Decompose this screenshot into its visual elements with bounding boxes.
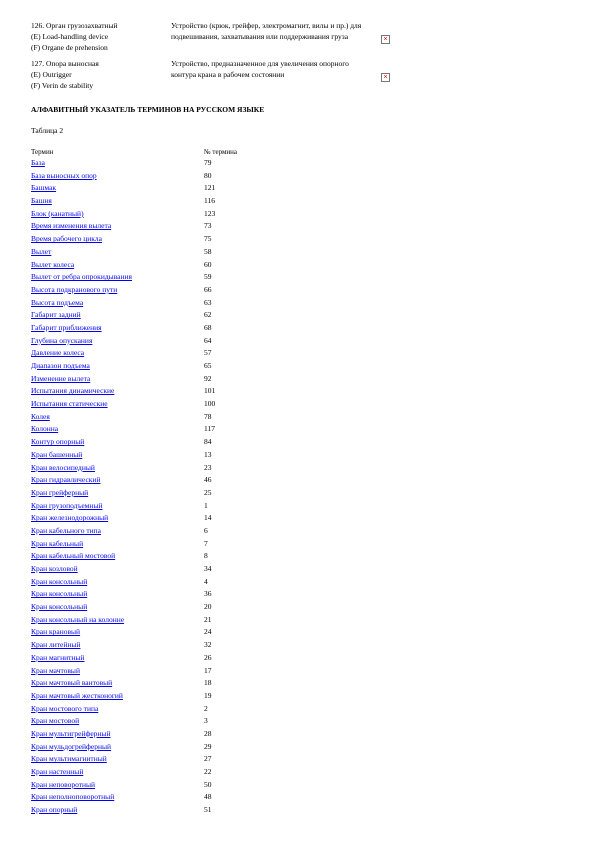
table-row [31,271,331,284]
table-row [31,614,331,627]
term-number: 24 [204,627,212,637]
term-link[interactable]: Кран неполноповоротный [31,792,115,802]
table-row [31,500,331,513]
term-link[interactable]: Высота подкранового пути [31,284,118,294]
table-row [31,766,331,779]
term-link[interactable]: Вылет [31,246,52,256]
term-number: 100 [204,399,216,409]
term-number: 4 [204,576,208,586]
table-row [31,487,331,500]
table-row [31,665,331,678]
term-number: 22 [204,767,212,776]
term-number: 73 [204,221,212,231]
term-link[interactable]: Кран мультимагнитный [31,754,107,764]
table-row [31,309,331,322]
table-row [31,423,331,436]
term-number: 2 [204,703,208,713]
table-row [31,677,331,690]
term-number: 101 [204,386,216,396]
table-row [31,347,331,360]
term-number: 75 [204,234,212,244]
term-number: 46 [204,475,212,485]
term-number: 3 [204,716,208,726]
term-number: 117 [204,424,215,434]
term-number: 19 [204,690,212,700]
term-number: 26 [204,652,212,662]
table-row [31,639,331,652]
term-link[interactable]: Колонна [31,424,59,434]
term-english: (E) Load-handling device [31,32,109,41]
term-link[interactable]: Кран грейферный [31,487,89,497]
term-number: 1 [204,500,208,510]
term-number: 29 [204,741,212,751]
table-row [31,550,331,563]
term-link[interactable]: Кран консольный [31,589,88,599]
table-row [31,195,331,208]
term-link[interactable]: Кран гидравлический [31,475,101,485]
term-link[interactable]: Блок (канатный) [31,208,84,218]
term-number: 20 [204,602,212,612]
term-number: 17 [204,665,212,675]
table-row [31,588,331,601]
term-definition: Устройство, предназначенное для увеличения опорного контура крана в рабочем состоянии [171,59,349,79]
table-row [31,360,331,373]
term-number: 7 [204,538,208,548]
term-link[interactable]: Кран опорный [31,805,78,815]
table-row [31,652,331,665]
term-link[interactable]: Кран грузоподъемный [31,500,103,510]
broken-image-icon: × [381,35,390,44]
term-french: (F) Organe de prehension [31,43,108,52]
table-row [31,601,331,614]
term-link[interactable]: Время изменения вылета [31,221,112,231]
term-title: 126. Орган грузозахватный [31,21,118,30]
term-entry-names [31,20,166,53]
term-number: 68 [204,322,212,332]
term-number: 60 [204,259,212,269]
term-link[interactable]: Кран кабельный [31,538,84,548]
table-row [31,779,331,792]
table-row [31,703,331,716]
term-link[interactable]: Глубина опускания [31,335,93,345]
broken-image-icon: × [381,73,390,82]
term-french: (F) Verin de stability [31,81,94,90]
term-number: 57 [204,348,212,358]
table-row [31,220,331,233]
term-link[interactable]: Кран мачтовый [31,665,80,675]
term-link[interactable]: Контур опорный [31,437,85,447]
term-number: 123 [204,208,216,218]
term-link[interactable]: Кран кабельного типа [31,525,101,535]
term-english: (E) Outrigger [31,70,72,79]
term-number: 92 [204,373,212,383]
term-link[interactable]: Кран мостового типа [31,703,99,713]
term-number: 63 [204,297,212,307]
term-entry-names [31,58,166,91]
term-number: 34 [204,564,212,573]
table-row [31,335,331,348]
table-row [31,804,331,817]
term-link[interactable]: Кран консольный [31,602,88,612]
table-row [31,538,331,551]
term-number: 21 [204,614,212,624]
table-row [31,182,331,195]
table-caption: Таблица 2 [31,126,64,135]
term-number: 51 [204,805,212,815]
table-row [31,398,331,411]
table-row [31,411,331,424]
term-link[interactable]: Кран башенный [31,449,83,459]
term-link[interactable]: Кран велосипедный [31,462,95,472]
term-link[interactable]: Кран мультигрейферный [31,728,111,738]
term-number: 48 [204,792,212,802]
term-number: 27 [204,754,212,764]
term-link[interactable]: База выносных опор [31,170,97,180]
term-number: 14 [204,513,212,523]
table-row [31,436,331,449]
term-number: 50 [204,779,212,789]
term-number: 23 [204,462,212,472]
term-link[interactable]: Кран мульдогрейферный [31,741,112,751]
table-row [31,741,331,754]
term-number: 65 [204,361,212,370]
term-link[interactable]: Кран мостовой [31,716,80,726]
index-heading: АЛФАВИТНЫЙ УКАЗАТЕЛЬ ТЕРМИНОВ НА РУССКОМ ЯЗЫКЕ [31,105,265,114]
column-header-number: № термина [204,148,238,156]
table-row [31,576,331,589]
table-row [31,563,331,576]
term-number: 84 [204,437,212,447]
table-row [31,259,331,272]
term-number: 80 [204,170,212,180]
table-row [31,284,331,297]
term-link[interactable]: Кран консольный [31,576,88,586]
table-row [31,753,331,766]
table-row [31,170,331,183]
term-link[interactable]: Вылет колеса [31,259,75,269]
table-row [31,246,331,259]
table-row [31,449,331,462]
term-definition: Устройство (крюк, грейфер, электромагнит, вилы и пр.) для подвешивания, захватывания или поддерживания груза [171,21,362,41]
term-link[interactable]: База [31,158,45,167]
term-number: 58 [204,246,212,256]
term-link[interactable]: Башмак [31,183,57,193]
term-number: 8 [204,551,208,561]
term-link[interactable]: Габарит приближения [31,322,102,332]
term-link[interactable]: Кран консольный на колонне [31,614,125,624]
term-number: 13 [204,449,212,459]
term-link[interactable]: Габарит задний [31,310,81,320]
term-link[interactable]: Кран козловой [31,564,78,573]
table-row [31,715,331,728]
term-link[interactable]: Кран железнодорожный [31,513,109,523]
table-row [31,373,331,386]
term-index-table [31,157,331,817]
term-link[interactable]: Кран мачтовый жестконогий [31,690,123,700]
table-row [31,157,331,170]
term-number: 116 [204,196,215,206]
term-number: 79 [204,158,212,167]
term-number: 59 [204,272,212,282]
term-link[interactable]: Изменение вылета [31,373,91,383]
term-link[interactable]: Кран неповоротный [31,779,96,789]
table-row [31,462,331,475]
term-link[interactable]: Кран магнитный [31,652,85,662]
term-number: 6 [204,525,208,535]
term-link[interactable]: Испытания динамические [31,386,115,396]
table-row [31,297,331,310]
table-row [31,208,331,221]
column-header-term: Термин [31,148,54,156]
term-link[interactable]: Давление колеса [31,348,85,358]
term-number: 64 [204,335,212,345]
term-link[interactable]: Кран литейный [31,640,81,650]
term-link[interactable]: Кран настенный [31,767,84,776]
term-number: 36 [204,589,212,599]
table-row [31,322,331,335]
term-link[interactable]: Колея [31,411,50,421]
table-row [31,690,331,703]
term-link[interactable]: Кран крановый [31,627,81,637]
term-number: 32 [204,640,212,650]
table-row [31,474,331,487]
term-number: 28 [204,728,212,738]
term-number: 66 [204,284,212,294]
table-row [31,728,331,741]
term-number: 78 [204,411,212,421]
term-number: 25 [204,487,212,497]
term-link[interactable]: Испытания статические [31,399,108,409]
term-link[interactable]: Время рабочего цикла [31,234,102,244]
term-number: 18 [204,678,212,688]
table-row [31,233,331,246]
term-link[interactable]: Кран мачтовый вантовый [31,678,113,688]
term-number: 121 [204,183,216,193]
table-row [31,626,331,639]
term-number: 62 [204,310,212,320]
term-link[interactable]: Башня [31,196,52,206]
term-link[interactable]: Вылет от ребра опрокидывания [31,272,132,282]
table-row [31,385,331,398]
table-row [31,512,331,525]
term-title: 127. Опора выносная [31,59,99,68]
term-link[interactable]: Кран кабельный мостовой [31,551,116,561]
table-row [31,525,331,538]
term-link[interactable]: Диапазон подъема [31,361,90,370]
table-row [31,791,331,804]
term-link[interactable]: Высота подъема [31,297,84,307]
